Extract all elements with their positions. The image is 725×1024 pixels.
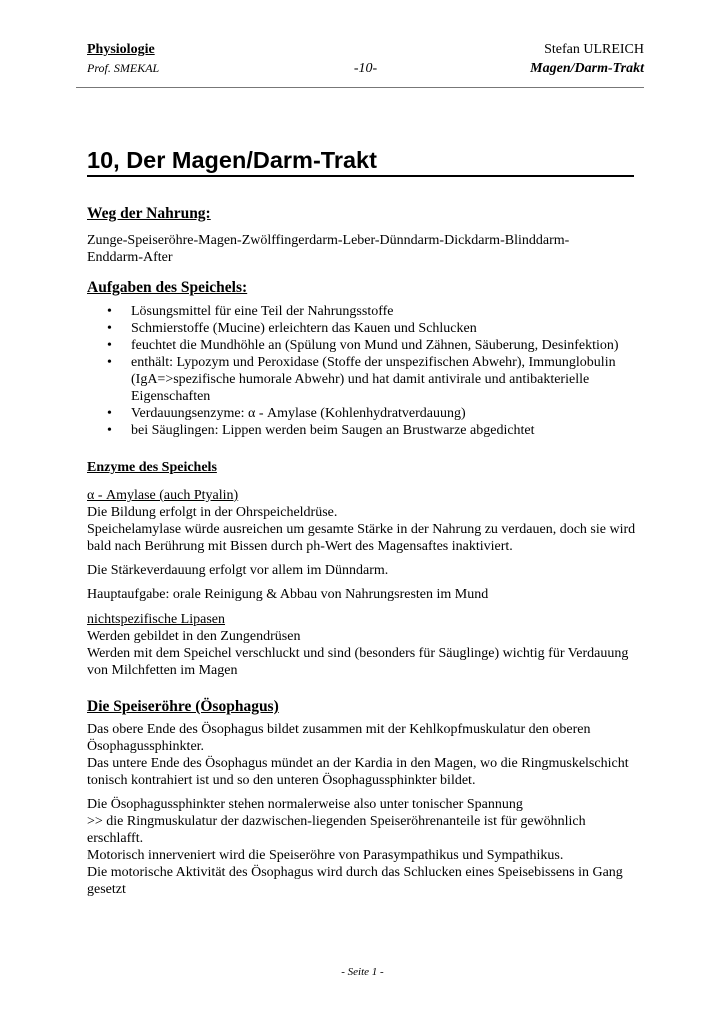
header-row-top: [87, 42, 644, 60]
header-professor: Prof. SMEKAL: [87, 61, 160, 75]
list-item: • Verdauungsenzyme: α - Amylase (Kohlenhydratverdauung): [87, 405, 637, 422]
header-row-bottom: [87, 61, 644, 79]
header-divider: [76, 87, 644, 88]
header-subject: Physiologie: [87, 42, 155, 57]
oesophagus-p1a: Das obere Ende des Ösophagus bildet zusammen mit der Kehlkopfmuskulatur den oberen Ösophagussphinkter.: [87, 722, 591, 754]
oesophagus-heading: Die Speiseröhre (Ösophagus): [87, 698, 279, 715]
weg-heading: Weg der Nahrung:: [87, 205, 211, 222]
aufgaben-list: [87, 303, 637, 439]
lipasen-line1: Werden gebildet in den Zungendrüsen: [87, 629, 301, 644]
section-weg: [87, 204, 637, 266]
amylase-line1: Die Bildung erfolgt in der Ohrspeicheldrüse.: [87, 505, 338, 520]
header-topic: Magen/Darm-Trakt: [530, 61, 644, 76]
weg-line1: Zunge-Speiseröhre-Magen-Zwölffingerdarm-Leber-Dünndarm-Dickdarm-Blinddarm-: [87, 233, 570, 248]
lipasen-label: nichtspezifische Lipasen: [87, 612, 226, 627]
oesophagus-p2d: Die motorische Aktivität des Ösophagus wird durch das Schlucken eines Speisebissens in Gang gesetzt: [87, 865, 623, 897]
list-item: • enthält: Lypozym und Peroxidase (Stoffe der unspezifischen Abwehr), Immunglobulin (IgA=>spezifische humorale Abwehr) und hat damit antivirale und antibakterielle Eigenschaften: [87, 354, 637, 405]
header-author: Stefan ULREICH: [544, 42, 644, 57]
header-page-marker: -10-: [353, 61, 378, 76]
list-item: • Lösungsmittel für eine Teil der Nahrungsstoffe: [87, 303, 637, 320]
list-item: • bei Säuglingen: Lippen werden beim Saugen an Brustwarze abgedichtet: [87, 422, 637, 439]
oesophagus-p1b: Das untere Ende des Ösophagus mündet an der Kardia in den Magen, wo die Ringmuskelschicht tonisch kontrahiert ist und so den unteren Ösophagussphinkter bildet.: [87, 756, 629, 788]
page-footer: - Seite 1 -: [341, 966, 384, 978]
oesophagus-p2c: Motorisch innerveniert wird die Speiseröhre von Parasympathikus und Sympathikus.: [87, 848, 564, 863]
oesophagus-p2b: >> die Ringmuskulatur der dazwischen-liegenden Speiseröhrenanteile ist für gewöhnlich erschlafft.: [87, 814, 586, 846]
page-title: 10, Der Magen/Darm-Trakt: [87, 145, 634, 177]
amylase-line2: Speichelamylase würde ausreichen um gesamte Stärke in der Nahrung zu verdauen, doch sie wird bald nach Berührung mit Bissen durch ph-Wert des Magensaftes inaktiviert.: [87, 522, 636, 554]
enzyme-heading: Enzyme des Speichels: [87, 460, 217, 475]
lipasen-line2: Werden mit dem Speichel verschluckt und sind (besonders für Säuglinge) wichtig für Verdauung von Milchfetten im Magen: [87, 646, 629, 678]
amylase-para3: Hauptaufgabe: orale Reinigung & Abbau von Nahrungsresten im Mund: [87, 587, 489, 602]
document-body: [87, 204, 637, 898]
section-enzyme: [87, 459, 637, 679]
amylase-label: α - Amylase (auch Ptyalin): [87, 488, 239, 503]
list-item: • Schmierstoffe (Mucine) erleichtern das Kauen und Schlucken: [87, 320, 637, 337]
aufgaben-heading: Aufgaben des Speichels:: [87, 279, 248, 296]
section-aufgaben: [87, 278, 637, 439]
list-item: • feuchtet die Mundhöhle an (Spülung von Mund und Zähnen, Säuberung, Desinfektion): [87, 337, 637, 354]
amylase-para2: Die Stärkeverdauung erfolgt vor allem im Dünndarm.: [87, 563, 389, 578]
oesophagus-p2a: Die Ösophagussphinkter stehen normalerweise also unter tonischer Spannung: [87, 797, 523, 812]
weg-line2: Enddarm-After: [87, 250, 173, 265]
section-oesophagus: [87, 697, 637, 898]
